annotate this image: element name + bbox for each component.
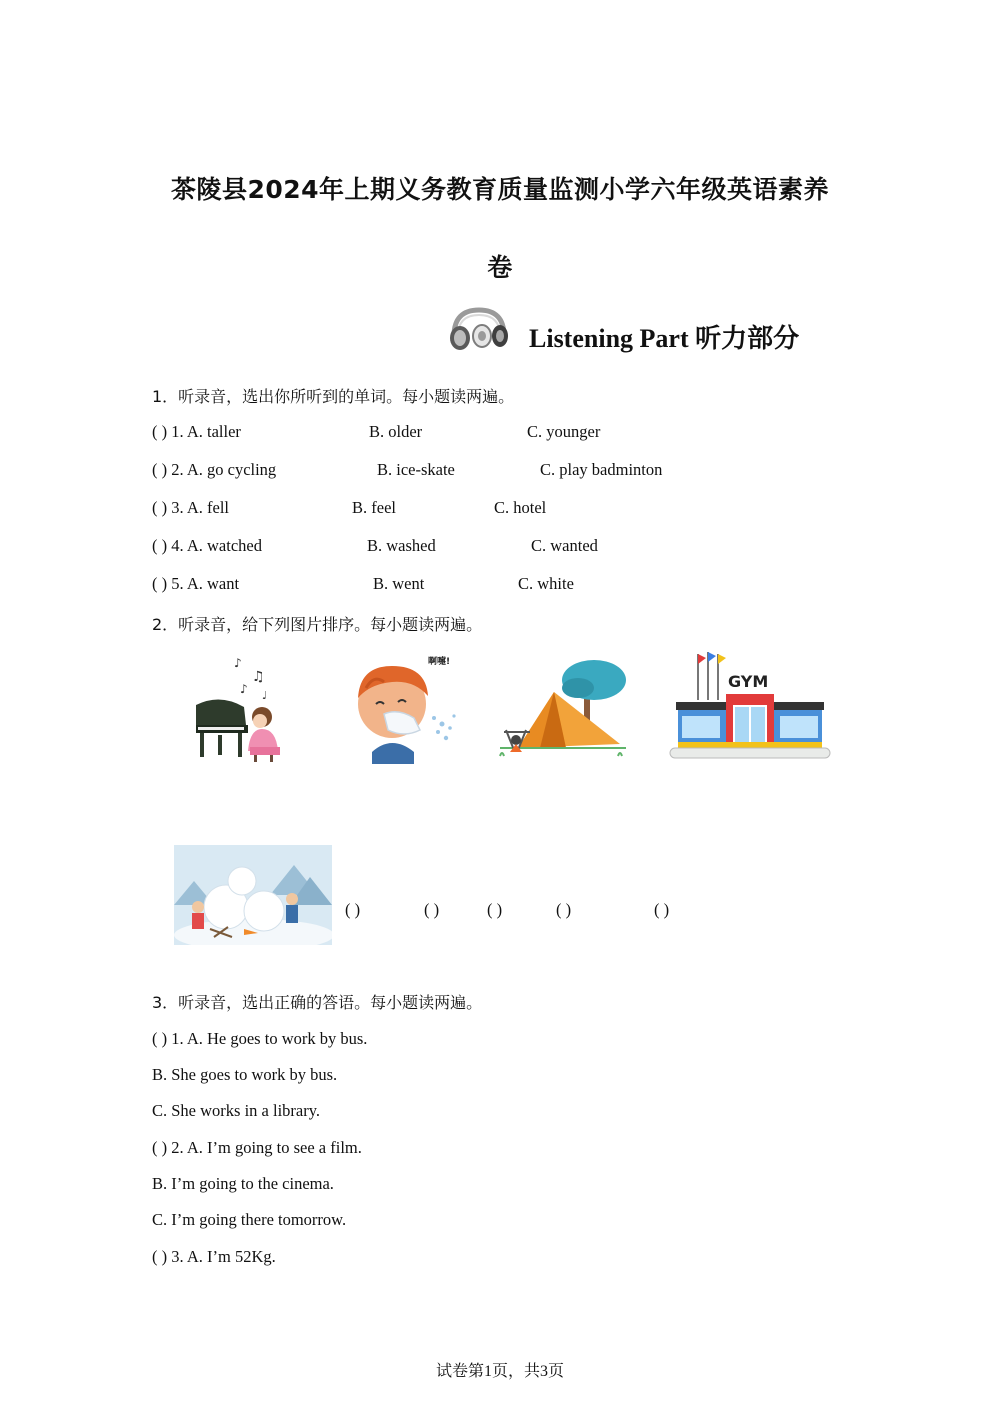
s1-item1-option-c: C. younger	[527, 422, 601, 441]
s1-item2-option-b: B. ice-skate	[377, 460, 455, 479]
gym-label: GYM	[728, 672, 769, 691]
s1-item1-option-b: B. older	[369, 422, 423, 441]
s3-line: B. I’m going to the cinema.	[152, 1174, 334, 1193]
s1-item2-option-c: C. play badminton	[540, 460, 663, 479]
s3-line: C. I’m going there tomorrow.	[152, 1210, 347, 1229]
s3-line: B. She goes to work by bus.	[152, 1065, 338, 1084]
s1-item3-option-c: C. hotel	[494, 498, 547, 517]
order-blank-4[interactable]: ( )	[556, 900, 572, 919]
headphones-icon	[446, 306, 512, 352]
s1-item5-option-a: ( ) 5. A. want	[152, 574, 240, 593]
s1-item1-option-a: ( ) 1. A. taller	[152, 422, 241, 441]
order-blank-5[interactable]: ( )	[654, 900, 670, 919]
s3-line: ( ) 3. A. I’m 52Kg.	[152, 1247, 276, 1266]
page-title-continued: 卷	[487, 253, 513, 282]
snowman-icon	[174, 845, 332, 945]
page-footer: 试卷第1页，共3页	[435, 1363, 564, 1380]
sneeze-text: 啊嚏!	[428, 657, 451, 667]
s1-item3-option-a: ( ) 3. A. fell	[152, 498, 229, 517]
svg-text:♫: ♫	[252, 669, 265, 685]
section2-heading: 2．听录音，给下列图片排序。每小题读两遍。	[152, 615, 483, 634]
s1-item5-option-b: B. went	[373, 574, 425, 593]
section3-heading: 3．听录音，选出正确的答语。每小题读两遍。	[152, 993, 483, 1012]
s1-item2-option-a: ( ) 2. A. go cycling	[152, 460, 277, 479]
s3-line: ( ) 2. A. I’m going to see a film.	[152, 1138, 362, 1157]
s3-line: ( ) 1. A. He goes to work by bus.	[152, 1029, 368, 1048]
s3-line: C. She works in a library.	[152, 1101, 321, 1120]
svg-text:♩: ♩	[262, 689, 268, 702]
piano-icon	[190, 655, 285, 763]
s1-item4-option-a: ( ) 4. A. watched	[152, 536, 262, 555]
s1-item5-option-c: C. white	[518, 574, 574, 593]
s1-item4-option-b: B. washed	[367, 536, 436, 555]
s1-item4-option-c: C. wanted	[531, 536, 598, 555]
s1-item3-option-b: B. feel	[352, 498, 396, 517]
order-blank-1[interactable]: ( )	[345, 900, 361, 919]
gym-icon	[666, 650, 834, 762]
svg-text:♪: ♪	[240, 682, 248, 696]
listening-part-header: Listening Part 听力部分	[529, 324, 800, 353]
tent-icon	[496, 656, 632, 760]
order-blank-2[interactable]: ( )	[424, 900, 440, 919]
sneeze-icon	[348, 652, 463, 764]
svg-text:♪: ♪	[234, 656, 242, 670]
page-title: 茶陵县2024年上期义务教育质量监测小学六年级英语素养	[170, 175, 830, 204]
order-blank-3[interactable]: ( )	[487, 900, 503, 919]
section1-heading: 1．听录音，选出你所听到的单词。每小题读两遍。	[152, 387, 515, 406]
